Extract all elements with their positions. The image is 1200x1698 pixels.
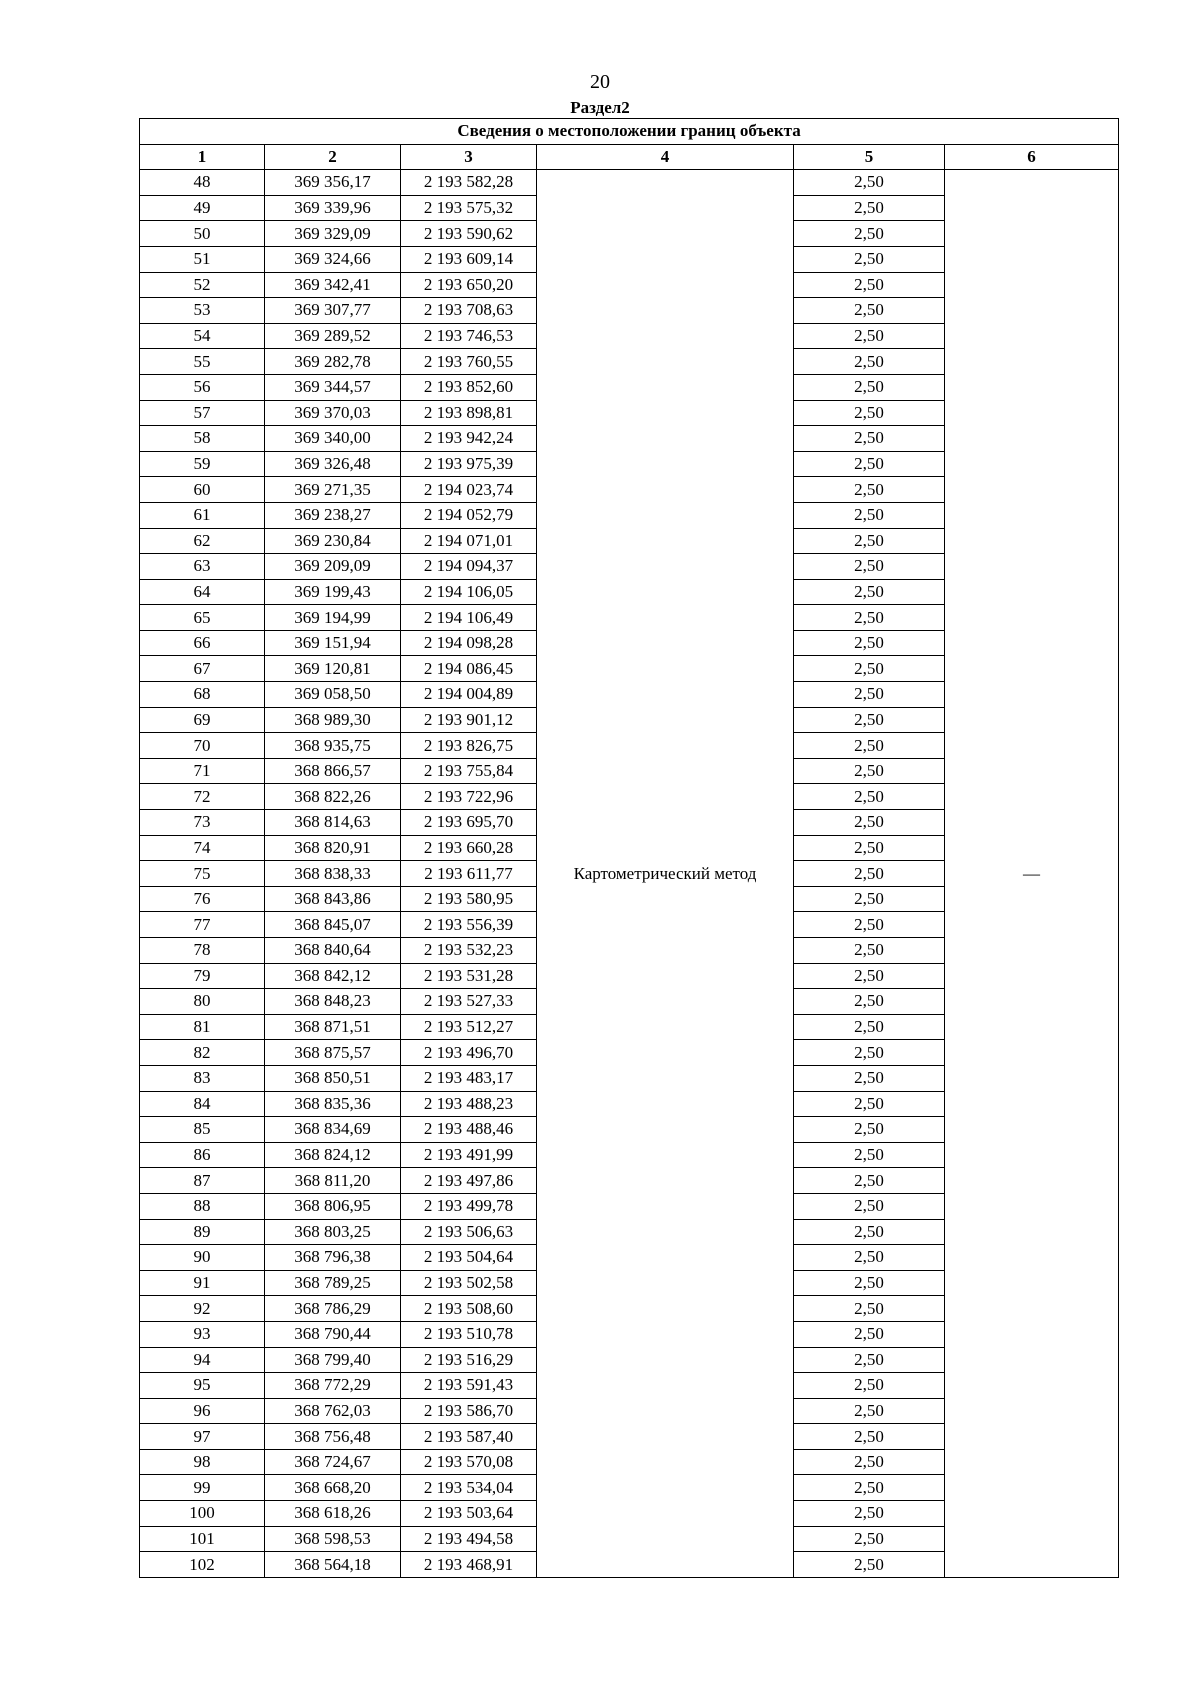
point-number-cell: 69 xyxy=(140,707,265,733)
y-coordinate-cell: 2 193 534,04 xyxy=(401,1475,537,1501)
table-caption: Сведения о местоположении границ объекта xyxy=(140,119,1119,145)
y-coordinate-cell: 2 193 826,75 xyxy=(401,733,537,759)
column-header-3: 3 xyxy=(401,144,537,170)
section-title: Раздел2 xyxy=(570,98,630,117)
x-coordinate-cell: 368 840,64 xyxy=(265,938,401,964)
accuracy-cell: 2,50 xyxy=(794,1142,945,1168)
accuracy-cell: 2,50 xyxy=(794,170,945,196)
y-coordinate-cell: 2 193 852,60 xyxy=(401,374,537,400)
x-coordinate-cell: 368 756,48 xyxy=(265,1424,401,1450)
accuracy-cell: 2,50 xyxy=(794,733,945,759)
y-coordinate-cell: 2 193 898,81 xyxy=(401,400,537,426)
accuracy-cell: 2,50 xyxy=(794,1270,945,1296)
x-coordinate-cell: 368 806,95 xyxy=(265,1193,401,1219)
y-coordinate-cell: 2 193 760,55 xyxy=(401,349,537,375)
x-coordinate-cell: 369 209,09 xyxy=(265,554,401,580)
accuracy-cell: 2,50 xyxy=(794,477,945,503)
y-coordinate-cell: 2 194 094,37 xyxy=(401,554,537,580)
accuracy-cell: 2,50 xyxy=(794,1398,945,1424)
accuracy-cell: 2,50 xyxy=(794,221,945,247)
method-cell: Картометрический метод xyxy=(537,170,794,1578)
x-coordinate-cell: 369 307,77 xyxy=(265,298,401,324)
point-number-cell: 50 xyxy=(140,221,265,247)
caption-row xyxy=(140,119,1119,145)
point-number-cell: 84 xyxy=(140,1091,265,1117)
x-coordinate-cell: 368 871,51 xyxy=(265,1014,401,1040)
x-coordinate-cell: 369 282,78 xyxy=(265,349,401,375)
point-number-cell: 60 xyxy=(140,477,265,503)
accuracy-cell: 2,50 xyxy=(794,451,945,477)
accuracy-cell: 2,50 xyxy=(794,963,945,989)
y-coordinate-cell: 2 193 502,58 xyxy=(401,1270,537,1296)
x-coordinate-cell: 368 850,51 xyxy=(265,1065,401,1091)
y-coordinate-cell: 2 193 975,39 xyxy=(401,451,537,477)
accuracy-cell: 2,50 xyxy=(794,1117,945,1143)
y-coordinate-cell: 2 193 755,84 xyxy=(401,758,537,784)
x-coordinate-cell: 368 845,07 xyxy=(265,912,401,938)
point-number-cell: 66 xyxy=(140,630,265,656)
y-coordinate-cell: 2 193 516,29 xyxy=(401,1347,537,1373)
point-number-cell: 88 xyxy=(140,1193,265,1219)
point-number-cell: 97 xyxy=(140,1424,265,1450)
y-coordinate-cell: 2 193 942,24 xyxy=(401,426,537,452)
point-number-cell: 63 xyxy=(140,554,265,580)
accuracy-cell: 2,50 xyxy=(794,1526,945,1552)
point-number-cell: 85 xyxy=(140,1117,265,1143)
column-header-4: 4 xyxy=(537,144,794,170)
x-coordinate-cell: 369 370,03 xyxy=(265,400,401,426)
accuracy-cell: 2,50 xyxy=(794,784,945,810)
accuracy-cell: 2,50 xyxy=(794,323,945,349)
y-coordinate-cell: 2 193 488,46 xyxy=(401,1117,537,1143)
accuracy-cell: 2,50 xyxy=(794,298,945,324)
point-number-cell: 83 xyxy=(140,1065,265,1091)
boundary-coordinates-table xyxy=(139,118,1119,1578)
y-coordinate-cell: 2 194 098,28 xyxy=(401,630,537,656)
y-coordinate-cell: 2 193 504,64 xyxy=(401,1245,537,1271)
y-coordinate-cell: 2 193 611,77 xyxy=(401,861,537,887)
x-coordinate-cell: 369 289,52 xyxy=(265,323,401,349)
y-coordinate-cell: 2 193 708,63 xyxy=(401,298,537,324)
accuracy-cell: 2,50 xyxy=(794,349,945,375)
point-number-cell: 80 xyxy=(140,989,265,1015)
x-coordinate-cell: 368 786,29 xyxy=(265,1296,401,1322)
point-number-cell: 71 xyxy=(140,758,265,784)
point-number-cell: 100 xyxy=(140,1501,265,1527)
x-coordinate-cell: 368 811,20 xyxy=(265,1168,401,1194)
y-coordinate-cell: 2 193 695,70 xyxy=(401,810,537,836)
accuracy-cell: 2,50 xyxy=(794,1373,945,1399)
page-number: 20 xyxy=(590,71,610,93)
y-coordinate-cell: 2 194 004,89 xyxy=(401,682,537,708)
y-coordinate-cell: 2 193 508,60 xyxy=(401,1296,537,1322)
y-coordinate-cell: 2 194 052,79 xyxy=(401,502,537,528)
x-coordinate-cell: 368 564,18 xyxy=(265,1552,401,1578)
point-number-cell: 68 xyxy=(140,682,265,708)
y-coordinate-cell: 2 193 590,62 xyxy=(401,221,537,247)
accuracy-cell: 2,50 xyxy=(794,912,945,938)
x-coordinate-cell: 368 668,20 xyxy=(265,1475,401,1501)
column-header-1: 1 xyxy=(140,144,265,170)
point-number-cell: 51 xyxy=(140,246,265,272)
point-number-cell: 91 xyxy=(140,1270,265,1296)
x-coordinate-cell: 369 194,99 xyxy=(265,605,401,631)
point-number-cell: 96 xyxy=(140,1398,265,1424)
accuracy-cell: 2,50 xyxy=(794,605,945,631)
y-coordinate-cell: 2 193 532,23 xyxy=(401,938,537,964)
x-coordinate-cell: 369 329,09 xyxy=(265,221,401,247)
x-coordinate-cell: 368 842,12 xyxy=(265,963,401,989)
point-number-cell: 48 xyxy=(140,170,265,196)
x-coordinate-cell: 369 344,57 xyxy=(265,374,401,400)
point-number-cell: 81 xyxy=(140,1014,265,1040)
y-coordinate-cell: 2 193 586,70 xyxy=(401,1398,537,1424)
point-number-cell: 59 xyxy=(140,451,265,477)
y-coordinate-cell: 2 193 527,33 xyxy=(401,989,537,1015)
accuracy-cell: 2,50 xyxy=(794,1193,945,1219)
x-coordinate-cell: 368 875,57 xyxy=(265,1040,401,1066)
point-number-cell: 72 xyxy=(140,784,265,810)
accuracy-cell: 2,50 xyxy=(794,1424,945,1450)
x-coordinate-cell: 368 762,03 xyxy=(265,1398,401,1424)
accuracy-cell: 2,50 xyxy=(794,400,945,426)
column-header-row xyxy=(140,144,1119,170)
accuracy-cell: 2,50 xyxy=(794,1168,945,1194)
x-coordinate-cell: 368 820,91 xyxy=(265,835,401,861)
point-number-cell: 93 xyxy=(140,1321,265,1347)
x-coordinate-cell: 369 230,84 xyxy=(265,528,401,554)
accuracy-cell: 2,50 xyxy=(794,989,945,1015)
x-coordinate-cell: 369 151,94 xyxy=(265,630,401,656)
point-number-cell: 52 xyxy=(140,272,265,298)
point-number-cell: 98 xyxy=(140,1449,265,1475)
y-coordinate-cell: 2 193 531,28 xyxy=(401,963,537,989)
y-coordinate-cell: 2 193 512,27 xyxy=(401,1014,537,1040)
point-number-cell: 53 xyxy=(140,298,265,324)
accuracy-cell: 2,50 xyxy=(794,758,945,784)
table-body xyxy=(140,170,1119,1578)
point-number-cell: 58 xyxy=(140,426,265,452)
y-coordinate-cell: 2 193 556,39 xyxy=(401,912,537,938)
x-coordinate-cell: 368 935,75 xyxy=(265,733,401,759)
accuracy-cell: 2,50 xyxy=(794,502,945,528)
table-row xyxy=(140,170,1119,196)
y-coordinate-cell: 2 193 494,58 xyxy=(401,1526,537,1552)
point-number-cell: 86 xyxy=(140,1142,265,1168)
y-coordinate-cell: 2 193 488,23 xyxy=(401,1091,537,1117)
point-number-cell: 61 xyxy=(140,502,265,528)
y-coordinate-cell: 2 193 483,17 xyxy=(401,1065,537,1091)
accuracy-cell: 2,50 xyxy=(794,938,945,964)
point-number-cell: 102 xyxy=(140,1552,265,1578)
y-coordinate-cell: 2 193 650,20 xyxy=(401,272,537,298)
accuracy-cell: 2,50 xyxy=(794,272,945,298)
y-coordinate-cell: 2 193 591,43 xyxy=(401,1373,537,1399)
y-coordinate-cell: 2 193 499,78 xyxy=(401,1193,537,1219)
accuracy-cell: 2,50 xyxy=(794,374,945,400)
point-number-cell: 78 xyxy=(140,938,265,964)
y-coordinate-cell: 2 193 660,28 xyxy=(401,835,537,861)
accuracy-cell: 2,50 xyxy=(794,1296,945,1322)
accuracy-cell: 2,50 xyxy=(794,1091,945,1117)
y-coordinate-cell: 2 193 722,96 xyxy=(401,784,537,810)
point-number-cell: 73 xyxy=(140,810,265,836)
point-number-cell: 76 xyxy=(140,886,265,912)
point-number-cell: 56 xyxy=(140,374,265,400)
x-coordinate-cell: 368 838,33 xyxy=(265,861,401,887)
point-number-cell: 87 xyxy=(140,1168,265,1194)
x-coordinate-cell: 368 724,67 xyxy=(265,1449,401,1475)
y-coordinate-cell: 2 194 023,74 xyxy=(401,477,537,503)
accuracy-cell: 2,50 xyxy=(794,246,945,272)
x-coordinate-cell: 369 238,27 xyxy=(265,502,401,528)
x-coordinate-cell: 368 822,26 xyxy=(265,784,401,810)
accuracy-cell: 2,50 xyxy=(794,195,945,221)
x-coordinate-cell: 369 326,48 xyxy=(265,451,401,477)
point-number-cell: 92 xyxy=(140,1296,265,1322)
point-number-cell: 99 xyxy=(140,1475,265,1501)
y-coordinate-cell: 2 193 506,63 xyxy=(401,1219,537,1245)
accuracy-cell: 2,50 xyxy=(794,886,945,912)
point-number-cell: 62 xyxy=(140,528,265,554)
point-number-cell: 95 xyxy=(140,1373,265,1399)
x-coordinate-cell: 368 803,25 xyxy=(265,1219,401,1245)
x-coordinate-cell: 369 340,00 xyxy=(265,426,401,452)
x-coordinate-cell: 368 799,40 xyxy=(265,1347,401,1373)
accuracy-cell: 2,50 xyxy=(794,835,945,861)
x-coordinate-cell: 369 339,96 xyxy=(265,195,401,221)
accuracy-cell: 2,50 xyxy=(794,528,945,554)
y-coordinate-cell: 2 193 901,12 xyxy=(401,707,537,733)
accuracy-cell: 2,50 xyxy=(794,682,945,708)
point-number-cell: 101 xyxy=(140,1526,265,1552)
y-coordinate-cell: 2 193 510,78 xyxy=(401,1321,537,1347)
x-coordinate-cell: 368 772,29 xyxy=(265,1373,401,1399)
y-coordinate-cell: 2 193 570,08 xyxy=(401,1449,537,1475)
accuracy-cell: 2,50 xyxy=(794,1475,945,1501)
accuracy-cell: 2,50 xyxy=(794,1065,945,1091)
accuracy-cell: 2,50 xyxy=(794,1449,945,1475)
point-number-cell: 65 xyxy=(140,605,265,631)
point-number-cell: 70 xyxy=(140,733,265,759)
x-coordinate-cell: 369 356,17 xyxy=(265,170,401,196)
y-coordinate-cell: 2 193 746,53 xyxy=(401,323,537,349)
x-coordinate-cell: 368 796,38 xyxy=(265,1245,401,1271)
x-coordinate-cell: 369 120,81 xyxy=(265,656,401,682)
y-coordinate-cell: 2 194 071,01 xyxy=(401,528,537,554)
point-number-cell: 75 xyxy=(140,861,265,887)
point-number-cell: 94 xyxy=(140,1347,265,1373)
accuracy-cell: 2,50 xyxy=(794,1501,945,1527)
accuracy-cell: 2,50 xyxy=(794,1219,945,1245)
x-coordinate-cell: 368 835,36 xyxy=(265,1091,401,1117)
x-coordinate-cell: 369 271,35 xyxy=(265,477,401,503)
accuracy-cell: 2,50 xyxy=(794,656,945,682)
column-6-cell: — xyxy=(945,170,1119,1578)
accuracy-cell: 2,50 xyxy=(794,1552,945,1578)
y-coordinate-cell: 2 193 609,14 xyxy=(401,246,537,272)
accuracy-cell: 2,50 xyxy=(794,554,945,580)
accuracy-cell: 2,50 xyxy=(794,1347,945,1373)
accuracy-cell: 2,50 xyxy=(794,1245,945,1271)
column-header-6: 6 xyxy=(945,144,1119,170)
accuracy-cell: 2,50 xyxy=(794,1321,945,1347)
y-coordinate-cell: 2 193 496,70 xyxy=(401,1040,537,1066)
accuracy-cell: 2,50 xyxy=(794,707,945,733)
point-number-cell: 49 xyxy=(140,195,265,221)
y-coordinate-cell: 2 193 582,28 xyxy=(401,170,537,196)
point-number-cell: 57 xyxy=(140,400,265,426)
accuracy-cell: 2,50 xyxy=(794,579,945,605)
y-coordinate-cell: 2 193 580,95 xyxy=(401,886,537,912)
y-coordinate-cell: 2 194 106,05 xyxy=(401,579,537,605)
y-coordinate-cell: 2 193 587,40 xyxy=(401,1424,537,1450)
accuracy-cell: 2,50 xyxy=(794,426,945,452)
x-coordinate-cell: 368 834,69 xyxy=(265,1117,401,1143)
y-coordinate-cell: 2 193 468,91 xyxy=(401,1552,537,1578)
column-header-2: 2 xyxy=(265,144,401,170)
column-header-5: 5 xyxy=(794,144,945,170)
x-coordinate-cell: 368 866,57 xyxy=(265,758,401,784)
y-coordinate-cell: 2 194 086,45 xyxy=(401,656,537,682)
y-coordinate-cell: 2 193 497,86 xyxy=(401,1168,537,1194)
point-number-cell: 64 xyxy=(140,579,265,605)
point-number-cell: 54 xyxy=(140,323,265,349)
x-coordinate-cell: 369 342,41 xyxy=(265,272,401,298)
x-coordinate-cell: 369 199,43 xyxy=(265,579,401,605)
x-coordinate-cell: 368 824,12 xyxy=(265,1142,401,1168)
y-coordinate-cell: 2 193 491,99 xyxy=(401,1142,537,1168)
y-coordinate-cell: 2 194 106,49 xyxy=(401,605,537,631)
x-coordinate-cell: 368 790,44 xyxy=(265,1321,401,1347)
x-coordinate-cell: 369 324,66 xyxy=(265,246,401,272)
x-coordinate-cell: 368 814,63 xyxy=(265,810,401,836)
point-number-cell: 79 xyxy=(140,963,265,989)
point-number-cell: 82 xyxy=(140,1040,265,1066)
accuracy-cell: 2,50 xyxy=(794,861,945,887)
point-number-cell: 77 xyxy=(140,912,265,938)
point-number-cell: 89 xyxy=(140,1219,265,1245)
accuracy-cell: 2,50 xyxy=(794,630,945,656)
x-coordinate-cell: 368 789,25 xyxy=(265,1270,401,1296)
point-number-cell: 74 xyxy=(140,835,265,861)
point-number-cell: 90 xyxy=(140,1245,265,1271)
x-coordinate-cell: 368 848,23 xyxy=(265,989,401,1015)
x-coordinate-cell: 369 058,50 xyxy=(265,682,401,708)
accuracy-cell: 2,50 xyxy=(794,1040,945,1066)
point-number-cell: 55 xyxy=(140,349,265,375)
accuracy-cell: 2,50 xyxy=(794,810,945,836)
y-coordinate-cell: 2 193 503,64 xyxy=(401,1501,537,1527)
x-coordinate-cell: 368 843,86 xyxy=(265,886,401,912)
point-number-cell: 67 xyxy=(140,656,265,682)
accuracy-cell: 2,50 xyxy=(794,1014,945,1040)
x-coordinate-cell: 368 598,53 xyxy=(265,1526,401,1552)
x-coordinate-cell: 368 989,30 xyxy=(265,707,401,733)
y-coordinate-cell: 2 193 575,32 xyxy=(401,195,537,221)
x-coordinate-cell: 368 618,26 xyxy=(265,1501,401,1527)
